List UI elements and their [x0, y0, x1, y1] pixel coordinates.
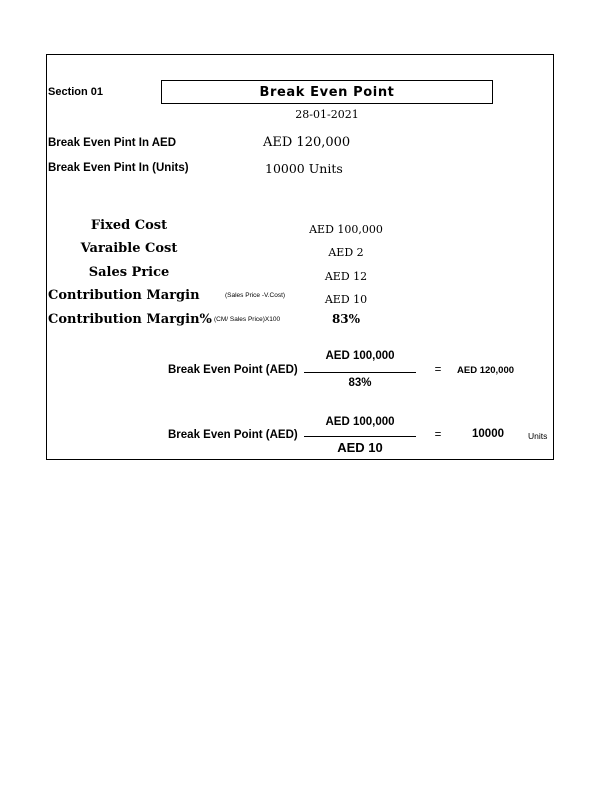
formula-units-equals: =: [434, 429, 442, 441]
contribution-margin-label: Contribution Margin: [48, 288, 200, 303]
formula-units-label: Break Even Point (AED): [168, 429, 298, 441]
fixed-cost-label: Fixed Cost: [90, 218, 168, 233]
formula-units-fraction-bar: [304, 436, 416, 437]
formula-units-result: 10000: [472, 428, 504, 440]
bep-units-label: Break Even Pint In (Units): [48, 162, 189, 174]
formula-units-numerator: AED 100,000: [325, 416, 395, 428]
bep-units-value: 10000 Units: [265, 161, 343, 176]
fixed-cost-value: AED 100,000: [309, 223, 383, 236]
formula-units-unit: Units: [528, 431, 548, 441]
contribution-margin-formula: (Sales Price -V.Cost): [225, 292, 286, 299]
formula-aed-denominator: 83%: [348, 377, 372, 389]
variable-cost-label: Varaible Cost: [80, 241, 178, 256]
contribution-margin-pct-label: Contribution Margin%: [48, 312, 212, 327]
sales-price-value: AED 12: [324, 270, 368, 283]
report-date: 28-01-2021: [295, 108, 359, 121]
title-box: [161, 80, 493, 104]
formula-aed-numerator: AED 100,000: [325, 350, 395, 362]
bep-aed-value: AED 120,000: [263, 135, 351, 150]
contribution-margin-value: AED 10: [324, 293, 368, 306]
formula-units-denominator: AED 10: [337, 440, 383, 455]
sales-price-label: Sales Price: [88, 265, 170, 280]
page-title: Break Even Point: [259, 84, 395, 100]
formula-aed-label: Break Even Point (AED): [168, 364, 298, 376]
variable-cost-value: AED 2: [328, 246, 364, 259]
section-label: Section 01: [48, 86, 104, 98]
contribution-margin-pct-formula: (CM/ Sales Price)X100: [214, 316, 281, 323]
contribution-margin-pct-value: 83%: [331, 312, 361, 326]
formula-aed-equals: =: [434, 364, 442, 376]
bep-aed-label: Break Even Pint In AED: [48, 137, 177, 149]
worksheet: [46, 54, 554, 460]
formula-aed-result: AED 120,000: [457, 365, 515, 376]
formula-aed-fraction-bar: [304, 372, 416, 373]
